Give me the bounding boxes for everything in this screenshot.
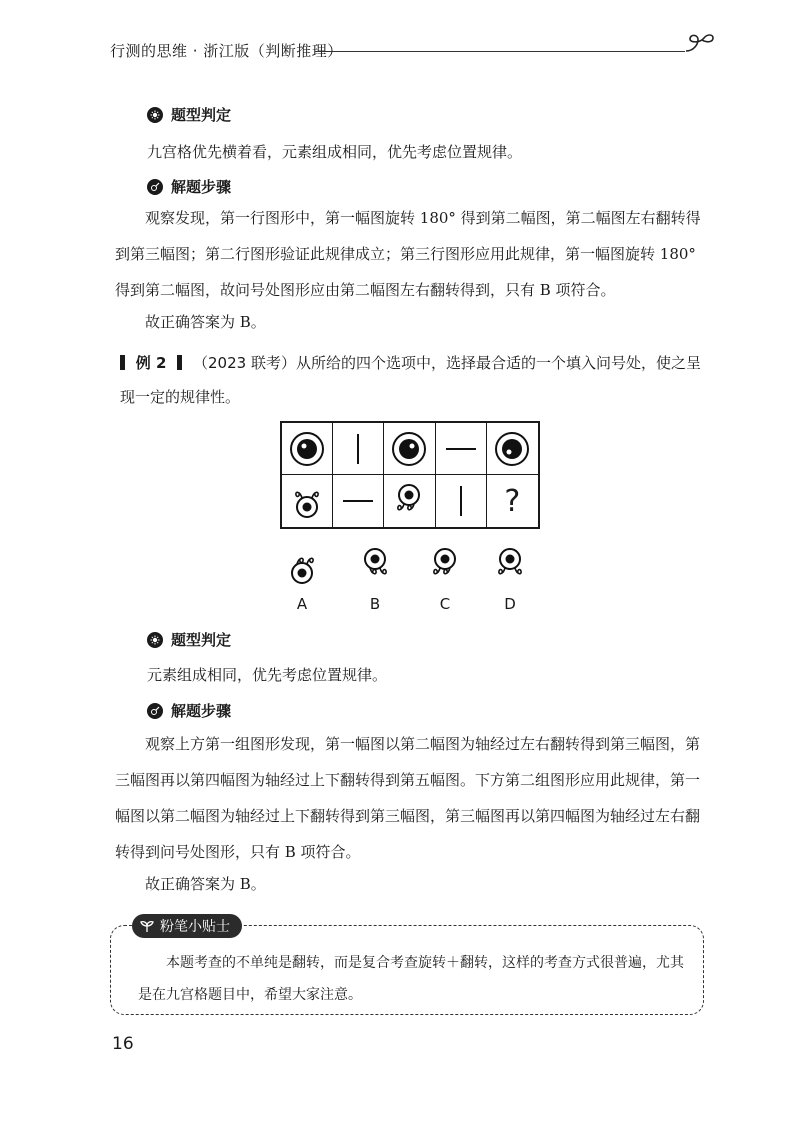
eye-figure [287, 429, 327, 469]
type-judgment-heading-2 [147, 629, 231, 650]
eye-figure [492, 429, 532, 469]
grid-cell-r1c4 [436, 423, 487, 475]
option-b-label: B [369, 595, 381, 613]
grid-cell-r2c2 [333, 475, 384, 527]
sprout-icon [682, 30, 718, 54]
grid-cell-r2c3 [384, 475, 435, 527]
option-b-figure [355, 545, 395, 587]
type-judgment-text-2: 元素组成相同，优先考虑位置规律。 [147, 666, 388, 684]
option-c-figure [425, 545, 465, 587]
grid-cell-r2c5-question [487, 475, 538, 527]
example-label: 例 2 [135, 354, 167, 372]
lightbulb-icon [147, 632, 163, 648]
puzzle-grid [280, 421, 540, 529]
horizontal-line [338, 481, 378, 521]
option-d-label: D [504, 595, 516, 613]
option-a-figure [282, 545, 322, 587]
vertical-line [338, 429, 378, 469]
eye-with-legs-figure [287, 481, 327, 521]
solution-steps-heading-2 [147, 700, 231, 721]
sprout-icon [140, 920, 154, 932]
tip-tag [132, 914, 242, 938]
solution-steps-heading-text-1: 解题步骤 [171, 178, 232, 196]
option-c[interactable] [425, 545, 465, 613]
type-judgment-heading-text-2: 题型判定 [171, 631, 232, 649]
tip-title: 粉笔小贴士 [160, 919, 230, 935]
option-a-label: A [296, 595, 308, 613]
grid-cell-r1c5 [487, 423, 538, 475]
grid-cell-r2c4 [436, 475, 487, 527]
grid-cell-r1c2 [333, 423, 384, 475]
grid-cell-r1c3 [384, 423, 435, 475]
type-judgment-heading-text-1: 题型判定 [171, 106, 232, 124]
answer-1: 故正确答案为 B。 [145, 313, 266, 331]
running-header: 行测的思维 · 浙江版（判断推理） [110, 42, 343, 60]
solution-steps-heading-text-2: 解题步骤 [171, 702, 232, 720]
pencil-icon [147, 179, 163, 195]
question-mark: ? [504, 483, 521, 519]
eye-figure [389, 429, 429, 469]
pencil-icon [147, 703, 163, 719]
option-d[interactable] [490, 545, 530, 613]
option-a[interactable] [282, 545, 322, 613]
lightbulb-icon [147, 107, 163, 123]
type-judgment-text-1: 九宫格优先横着看，元素组成相同，优先考虑位置规律。 [147, 143, 523, 161]
solution-steps-heading-1 [147, 176, 231, 197]
grid-cell-r1c1 [282, 423, 333, 475]
header-rule [315, 51, 685, 52]
eye-with-legs-figure [389, 481, 429, 521]
tip-text: 本题考查的不单纯是翻转，而是复合考查旋转＋翻转，这样的考查方式很普遍，尤其是在九宫格题目中，希望大家注意。 [138, 955, 684, 1003]
grid-cell-r2c1 [282, 475, 333, 527]
option-c-label: C [439, 595, 451, 613]
example-2-prompt [120, 346, 710, 414]
horizontal-line [441, 429, 481, 469]
solution-steps-text-1: 观察发现，第一行图形中，第一幅图旋转 180° 得到第二幅图，第二幅图左右翻转得到第三幅图；第二行图形验证此规律成立；第三行图形应用此规律，第一幅图旋转 180° 得到第二幅图，故问号处图形应由第二幅图左右翻转得到，只有 B 项符合。 [115, 209, 701, 299]
example-text: （2023 联考）从所给的四个选项中，选择最合适的一个填入问号处，使之呈现一定的规律性。 [120, 354, 701, 406]
option-b[interactable] [355, 545, 395, 613]
example-bar-left [120, 355, 125, 370]
type-judgment-heading-1 [147, 104, 231, 125]
answer-2: 故正确答案为 B。 [145, 875, 266, 893]
example-bar-right [177, 355, 182, 370]
option-d-figure [490, 545, 530, 587]
vertical-line [441, 481, 481, 521]
solution-steps-text-2: 观察上方第一组图形发现，第一幅图以第二幅图为轴经过左右翻转得到第三幅图，第三幅图再以第四幅图为轴经过上下翻转得到第五幅图。下方第二组图形应用此规律，第一幅图以第二幅图为轴经过上下翻转得到第三幅图，第三幅图再以第四幅图为轴经过左右翻转得到问号处图形，只有 B 项符合。 [115, 735, 701, 861]
page-number: 16 [112, 1034, 134, 1054]
